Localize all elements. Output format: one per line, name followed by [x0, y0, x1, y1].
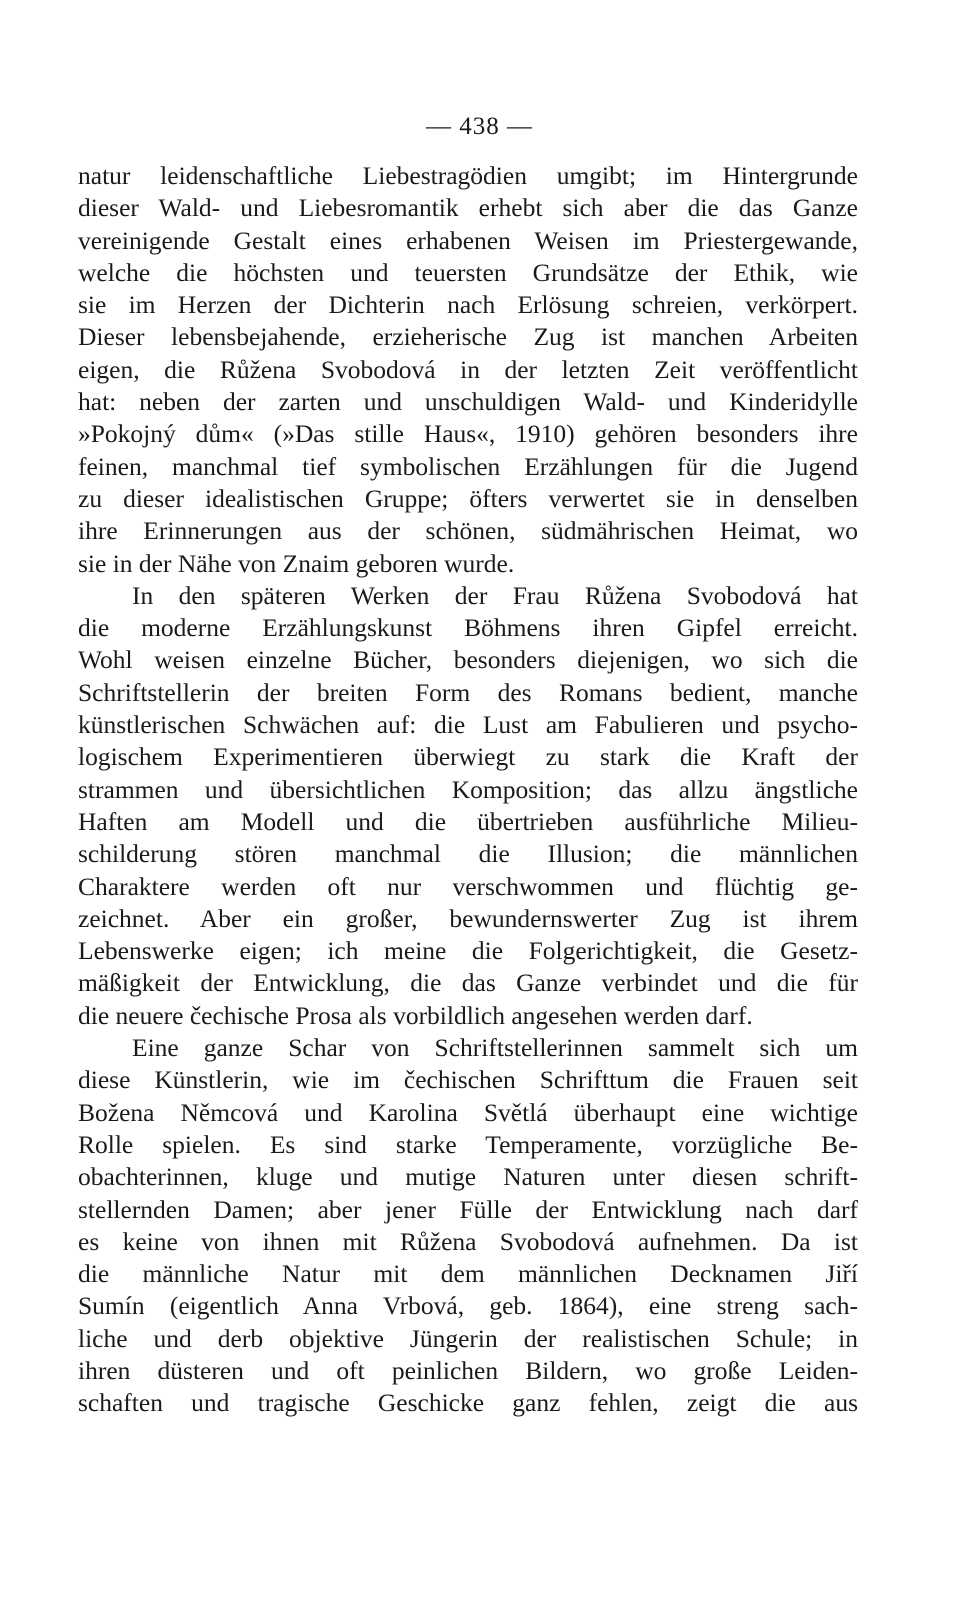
text-line: stellernden Damen; aber jener Fülle der Entwicklung nach darf	[78, 1194, 858, 1224]
text-line: zu dieser idealistischen Gruppe; öfters verwertet sie in denselben	[78, 483, 858, 513]
text-line: die moderne Erzählungskunst Böhmens ihren Gipfel erreicht.	[78, 613, 858, 643]
text-line: Sumín (eigentlich Anna Vrbová, geb. 1864), eine streng sach-	[78, 1291, 858, 1321]
text-line: schaften und tragische Geschicke ganz fehlen, zeigt die aus	[78, 1388, 858, 1418]
text-line: ihren düsteren und oft peinlichen Bildern, wo große Leiden-	[78, 1355, 858, 1385]
text-line: vereinigende Gestalt eines erhabenen Weisen im Priestergewande,	[78, 225, 858, 255]
text-line: Schriftstellerin der breiten Form des Romans bedient, manche	[78, 677, 858, 707]
text-line: sie im Herzen der Dichterin nach Erlösung schreien, verkörpert.	[78, 290, 858, 320]
text-line: eigen, die Růžena Svobodová in der letzten Zeit veröffentlicht	[78, 354, 858, 384]
text-line: die neuere čechische Prosa als vorbildlich angesehen werden darf.	[78, 1000, 753, 1030]
text-line: Eine ganze Schar von Schriftstellerinnen sammelt sich um	[132, 1033, 858, 1063]
text-line: Rolle spielen. Es sind starke Temperamente, vorzügliche Be-	[78, 1129, 858, 1159]
page-number: — 438 —	[426, 113, 533, 140]
text-line: Lebenswerke eigen; ich meine die Folgerichtigkeit, die Gesetz-	[78, 936, 858, 966]
text-line: ihre Erinnerungen aus der schönen, südmährischen Heimat, wo	[78, 516, 858, 546]
text-line: die männliche Natur mit dem männlichen Decknamen Jiří	[78, 1259, 858, 1289]
text-line: es keine von ihnen mit Růžena Svobodová aufnehmen. Da ist	[78, 1226, 858, 1256]
text-line: Dieser lebensbejahende, erzieherische Zug ist manchen Arbeiten	[78, 322, 858, 352]
text-line: schilderung stören manchmal die Illusion; die männlichen	[78, 839, 858, 869]
text-line: natur leidenschaftliche Liebestragödien umgibt; im Hintergrunde	[78, 161, 858, 190]
text-line: dieser Wald- und Liebesromantik erhebt sich aber die das Ganze	[78, 193, 858, 223]
text-line: künstlerischen Schwächen auf: die Lust am Fabulieren und psycho-	[78, 710, 858, 740]
text-line: logischem Experimentieren überwiegt zu stark die Kraft der	[78, 742, 858, 772]
text-line: hat: neben der zarten und unschuldigen Wald- und Kinderidylle	[78, 387, 858, 417]
text-line: feinen, manchmal tief symbolischen Erzählungen für die Jugend	[78, 451, 858, 481]
text-line: liche und derb objektive Jüngerin der realistischen Schule; in	[78, 1323, 858, 1353]
text-line: In den späteren Werken der Frau Růžena Svobodová hat	[132, 580, 858, 610]
text-line: »Pokojný dům« (»Das stille Haus«, 1910) gehören besonders ihre	[78, 419, 858, 449]
text-line: Wohl weisen einzelne Bücher, besonders diejenigen, wo sich die	[78, 645, 858, 675]
text-line: Charaktere werden oft nur verschwommen und flüchtig ge-	[78, 871, 858, 901]
text-line: Haften am Modell und die übertrieben ausführliche Milieu-	[78, 806, 858, 836]
text-line: mäßigkeit der Entwicklung, die das Ganze verbindet und die für	[78, 968, 858, 998]
text-line: obachterinnen, kluge und mutige Naturen unter diesen schrift-	[78, 1162, 858, 1192]
text-line: sie in der Nähe von Znaim geboren wurde.	[78, 548, 515, 578]
text-line: diese Künstlerin, wie im čechischen Schrifttum die Frauen seit	[78, 1065, 858, 1095]
text-line: strammen und übersichtlichen Komposition; das allzu ängstliche	[78, 774, 858, 804]
body-text	[78, 160, 858, 1420]
text-line: Božena Němcová und Karolina Světlá überhaupt eine wichtige	[78, 1097, 858, 1127]
text-line: welche die höchsten und teuersten Grundsätze der Ethik, wie	[78, 257, 858, 287]
text-line: zeichnet. Aber ein großer, bewundernswerter Zug ist ihrem	[78, 903, 858, 933]
